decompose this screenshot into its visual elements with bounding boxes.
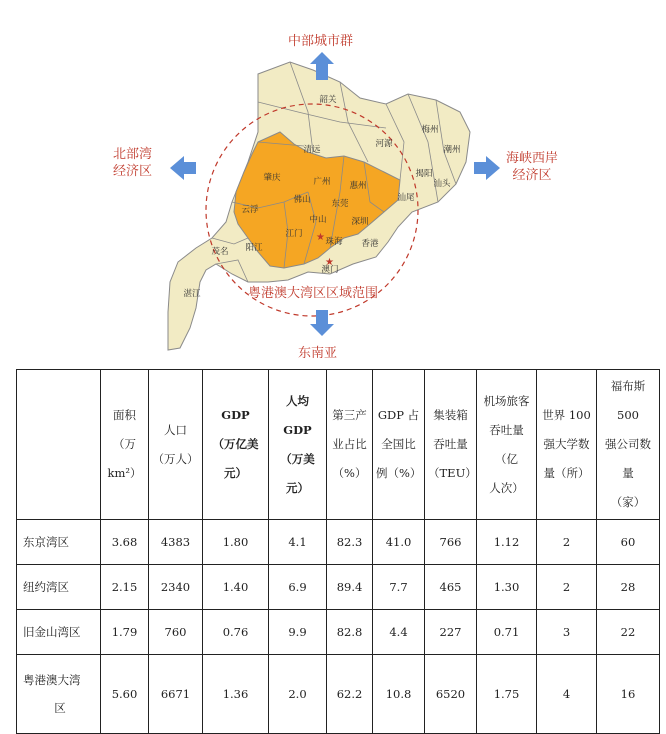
header-line: 吞吐量 xyxy=(433,437,468,451)
header-line: 人均 GDP xyxy=(283,393,312,437)
header-area xyxy=(101,370,149,520)
cell-tertiary-share: 82.8 xyxy=(327,610,373,655)
cell-top100-universities: 2 xyxy=(537,565,597,610)
city-guangzhou: 广州 xyxy=(313,177,331,187)
header-tertiary-share xyxy=(327,370,373,520)
header-line: （家） xyxy=(610,495,646,509)
city-shanwei: 汕尾 xyxy=(397,193,415,203)
header-line: （万亿美 xyxy=(212,437,259,451)
city-yangjiang: 阳江 xyxy=(245,243,263,253)
header-line: 集装箱 xyxy=(433,408,468,422)
cell-population: 2340 xyxy=(149,565,203,610)
cell-fortune500-companies: 60 xyxy=(597,520,660,565)
cell-fortune500-companies: 28 xyxy=(597,565,660,610)
cell-gdp-national-share: 7.7 xyxy=(373,565,425,610)
header-line: km²） xyxy=(107,466,142,480)
star-macau: ★ xyxy=(325,257,334,268)
cell-area: 5.60 xyxy=(101,655,149,734)
header-line: 强大学数 xyxy=(543,437,590,451)
cell-container-throughput: 465 xyxy=(425,565,477,610)
cell-region: 纽约湾区 xyxy=(17,565,101,610)
header-top100-universities xyxy=(537,370,597,520)
cell-region: 东京湾区 xyxy=(17,520,101,565)
table-row xyxy=(17,610,660,655)
cell-gdp: 0.76 xyxy=(203,610,269,655)
cell-gdp-national-share: 41.0 xyxy=(373,520,425,565)
city-meizhou: 梅州 xyxy=(421,125,439,135)
cell-fortune500-companies: 16 xyxy=(597,655,660,734)
header-line: GDP 占 xyxy=(377,408,420,422)
cell-airport-passengers: 1.75 xyxy=(477,655,537,734)
cell-area: 3.68 xyxy=(101,520,149,565)
city-yunfu: 云浮 xyxy=(241,205,259,215)
city-foshan: 佛山 xyxy=(293,195,311,205)
header-gdp-per-capita xyxy=(269,370,327,520)
table-row xyxy=(17,565,660,610)
city-jiangmen: 江门 xyxy=(285,229,303,239)
city-hongkong: 香港 xyxy=(361,239,379,249)
city-jieyang: 揭阳 xyxy=(415,169,433,179)
cell-container-throughput: 766 xyxy=(425,520,477,565)
header-line: 世界 100 xyxy=(542,408,591,422)
header-line: （万美元） xyxy=(280,451,315,495)
cell-gdp: 1.80 xyxy=(203,520,269,565)
header-gdp xyxy=(203,370,269,520)
header-line: 福布斯 500 xyxy=(610,379,646,422)
table-row xyxy=(17,655,660,734)
header-line: 面积 xyxy=(113,408,136,422)
header-line: 机场旅客 xyxy=(483,393,530,408)
cell-region: 旧金山湾区 xyxy=(17,610,101,655)
header-line: 人口 xyxy=(164,422,187,437)
header-line: （万 xyxy=(113,437,136,451)
cell-area: 1.79 xyxy=(101,610,149,655)
cell-area: 2.15 xyxy=(101,565,149,610)
cell-top100-universities: 4 xyxy=(537,655,597,734)
header-gdp-national-share xyxy=(373,370,425,520)
arrow-west xyxy=(170,156,196,180)
cell-airport-passengers: 1.12 xyxy=(477,520,537,565)
city-zhongshan: 中山 xyxy=(309,215,327,225)
label-south: 东南亚 xyxy=(298,346,338,361)
header-region xyxy=(17,370,101,520)
region-line: 区 xyxy=(54,701,66,715)
range-label: 粤港澳大湾区区域范围 xyxy=(248,286,379,301)
label-west-line2: 经济区 xyxy=(113,164,153,179)
table-row xyxy=(17,520,660,565)
city-macau: 澳门 xyxy=(321,265,339,275)
header-fortune500-companies xyxy=(597,370,660,520)
city-huizhou: 惠州 xyxy=(349,181,367,191)
city-zhanjiang: 湛江 xyxy=(183,289,201,299)
cell-gdp: 1.36 xyxy=(203,655,269,734)
cell-airport-passengers: 0.71 xyxy=(477,610,537,655)
header-line: GDP xyxy=(221,408,250,422)
city-shenzhen: 深圳 xyxy=(351,217,369,227)
label-west-line1: 北部湾 xyxy=(113,147,153,162)
header-line: （万人） xyxy=(152,451,199,466)
cell-container-throughput: 227 xyxy=(425,610,477,655)
city-qingyuan: 清远 xyxy=(303,145,321,155)
label-east-line2: 经济区 xyxy=(512,168,552,183)
bay-area-map xyxy=(108,12,576,368)
header-line: 强公司数量 xyxy=(605,437,651,480)
header-airport-passengers xyxy=(477,370,537,520)
cell-container-throughput: 6520 xyxy=(425,655,477,734)
header-line: 例（%） xyxy=(376,466,422,480)
header-line: 业占比 xyxy=(332,437,367,451)
city-maoming: 茂名 xyxy=(211,247,229,257)
city-shantou: 汕头 xyxy=(433,179,451,189)
label-west xyxy=(113,146,152,180)
city-shaoguan: 韶关 xyxy=(319,95,337,105)
region-line: 粤港澳大湾 xyxy=(23,673,81,687)
bay-area-comparison-table xyxy=(16,369,660,734)
city-chaozhou: 潮州 xyxy=(443,145,461,155)
cell-gdp: 1.40 xyxy=(203,565,269,610)
header-line: 元） xyxy=(224,466,247,480)
cell-gdp-per-capita: 2.0 xyxy=(269,655,327,734)
cell-airport-passengers: 1.30 xyxy=(477,565,537,610)
city-dongguan: 东莞 xyxy=(331,199,349,209)
cell-tertiary-share: 89.4 xyxy=(327,565,373,610)
label-east-line1: 海峡西岸 xyxy=(506,151,559,166)
star-hongkong: ★ xyxy=(316,232,325,243)
label-east xyxy=(506,150,558,184)
header-line: 人次） xyxy=(489,480,524,495)
cell-gdp-per-capita: 9.9 xyxy=(269,610,327,655)
header-line: 吞吐量（亿 xyxy=(489,422,524,466)
cell-gdp-national-share: 4.4 xyxy=(373,610,425,655)
cell-gdp-per-capita: 6.9 xyxy=(269,565,327,610)
header-population xyxy=(149,370,203,520)
header-line: （%） xyxy=(332,466,367,480)
cell-tertiary-share: 62.2 xyxy=(327,655,373,734)
cell-population: 760 xyxy=(149,610,203,655)
cell-gdp-per-capita: 4.1 xyxy=(269,520,327,565)
table-body xyxy=(17,520,660,734)
cell-region xyxy=(17,655,101,734)
cell-tertiary-share: 82.3 xyxy=(327,520,373,565)
cell-top100-universities: 2 xyxy=(537,520,597,565)
header-line: 全国比 xyxy=(381,437,416,451)
map-drawing xyxy=(108,12,576,368)
table-header-row xyxy=(17,370,660,520)
header-line: （TEU） xyxy=(428,466,477,480)
cell-top100-universities: 3 xyxy=(537,610,597,655)
city-heyuan: 河源 xyxy=(375,139,393,149)
city-zhuhai: 珠海 xyxy=(325,237,343,247)
city-zhaoqing: 肇庆 xyxy=(263,173,281,183)
header-line: 量（所） xyxy=(543,466,590,480)
label-north: 中部城市群 xyxy=(288,34,354,49)
cell-population: 6671 xyxy=(149,655,203,734)
cell-fortune500-companies: 22 xyxy=(597,610,660,655)
cell-gdp-national-share: 10.8 xyxy=(373,655,425,734)
arrow-east xyxy=(474,156,500,180)
header-line: 第三产 xyxy=(332,408,367,422)
cell-population: 4383 xyxy=(149,520,203,565)
header-container-throughput xyxy=(425,370,477,520)
